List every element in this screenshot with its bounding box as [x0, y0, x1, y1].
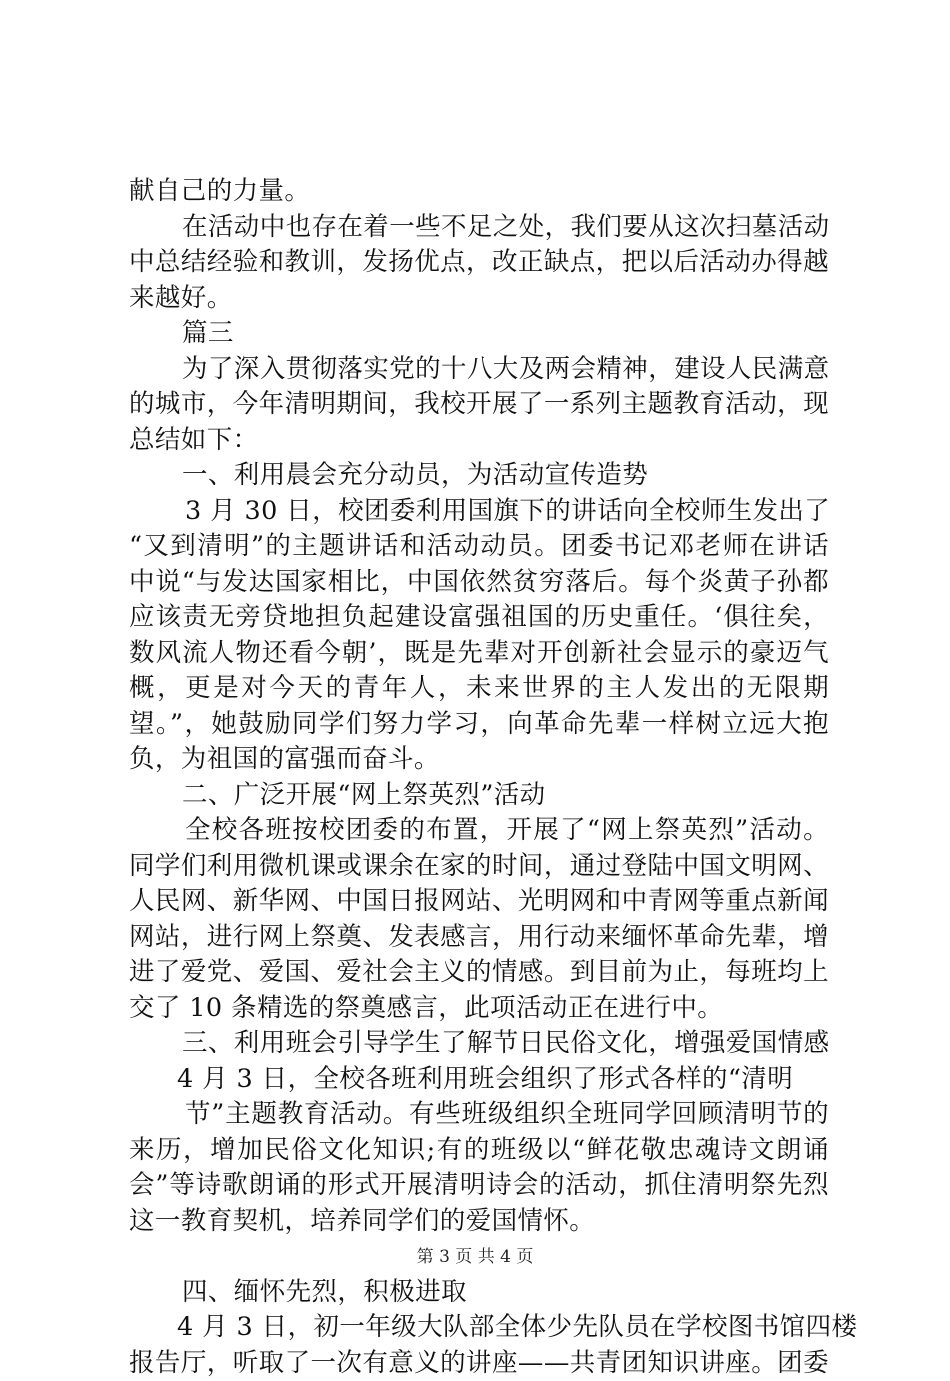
text-line: 来历，增加民俗文化知识;有的班级以“鲜花敬忠魂诗文朗诵 [129, 1133, 829, 1169]
text-line: “又到清明”的主题讲话和活动动员。团委书记邓老师在讲话 [129, 529, 829, 565]
page-footer [0, 1242, 950, 1267]
text-line: 献自己的力量。 [129, 174, 829, 210]
section-heading: 三、利用班会引导学生了解节日民俗文化，增强爱国情感 [129, 1026, 829, 1062]
text-line: 的城市，今年清明期间，我校开展了一系列主题教育活动，现 [129, 387, 829, 423]
text-line: 数风流人物还看今朝’，既是先辈对开创新社会显示的豪迈气 [129, 636, 829, 672]
text-line: 中说“与发达国家相比，中国依然贫穷落后。每个炎黄子孙都 [129, 565, 829, 601]
text-line: 4 月 3 日，初一年级大队部全体少先队员在学校图书馆四楼 [129, 1310, 829, 1346]
text-line: 望。”，她鼓励同学们努力学习，向革命先辈一样树立远大抱 [129, 707, 829, 743]
document-body [129, 174, 829, 1381]
section-heading: 一、利用晨会充分动员，为活动宣传造势 [129, 458, 829, 494]
text-line: 人民网、新华网、中国日报网站、光明网和中青网等重点新闻 [129, 884, 829, 920]
text-line: 总结如下： [129, 423, 829, 459]
text-line: 负，为祖国的富强而奋斗。 [129, 742, 829, 778]
text-line: 这一教育契机，培养同学们的爱国情怀。 [129, 1204, 829, 1240]
text-line: 全校各班按校团委的布置，开展了“网上祭英烈”活动。 [129, 813, 829, 849]
text-line: 网站，进行网上祭奠、发表感言，用行动来缅怀革命先辈，增 [129, 920, 829, 956]
text-line: 应该责无旁贷地担负起建设富强祖国的历史重任。‘俱往矣， [129, 600, 829, 636]
section-heading: 四、缅怀先烈，积极进取 [129, 1275, 829, 1311]
text-line: 进了爱党、爱国、爱社会主义的情感。到目前为止，每班均上 [129, 955, 829, 991]
text-line: 来越好。 [129, 281, 829, 317]
text-line: 同学们利用微机课或课余在家的时间，通过登陆中国文明网、 [129, 849, 829, 885]
text-line: 中总结经验和教训，发扬优点，改正缺点，把以后活动办得越 [129, 245, 829, 281]
text-line: 4 月 3 日，全校各班利用班会组织了形式各样的“清明 [129, 1062, 829, 1098]
section-heading: 篇三 [129, 316, 829, 352]
text-line: 交了 10 条精选的祭奠感言，此项活动正在进行中。 [129, 991, 829, 1027]
text-line: 3 月 30 日，校团委利用国旗下的讲话向全校师生发出了 [129, 494, 829, 530]
text-line: 为了深入贯彻落实党的十八大及两会精神，建设人民满意 [129, 352, 829, 388]
section-heading: 二、广泛开展“网上祭英烈”活动 [129, 778, 829, 814]
text-line: 在活动中也存在着一些不足之处，我们要从这次扫墓活动 [129, 210, 829, 246]
text-line: 概，更是对今天的青年人，未来世界的主人发出的无限期 [129, 671, 829, 707]
page-number: 第 3 页 共 4 页 [417, 1247, 534, 1267]
text-line: 报告厅，听取了一次有意义的讲座——共青团知识讲座。团委 [129, 1346, 829, 1381]
text-line: 节”主题教育活动。有些班级组织全班同学回顾清明节的 [129, 1097, 829, 1133]
text-line: 会”等诗歌朗诵的形式开展清明诗会的活动，抓住清明祭先烈 [129, 1168, 829, 1204]
